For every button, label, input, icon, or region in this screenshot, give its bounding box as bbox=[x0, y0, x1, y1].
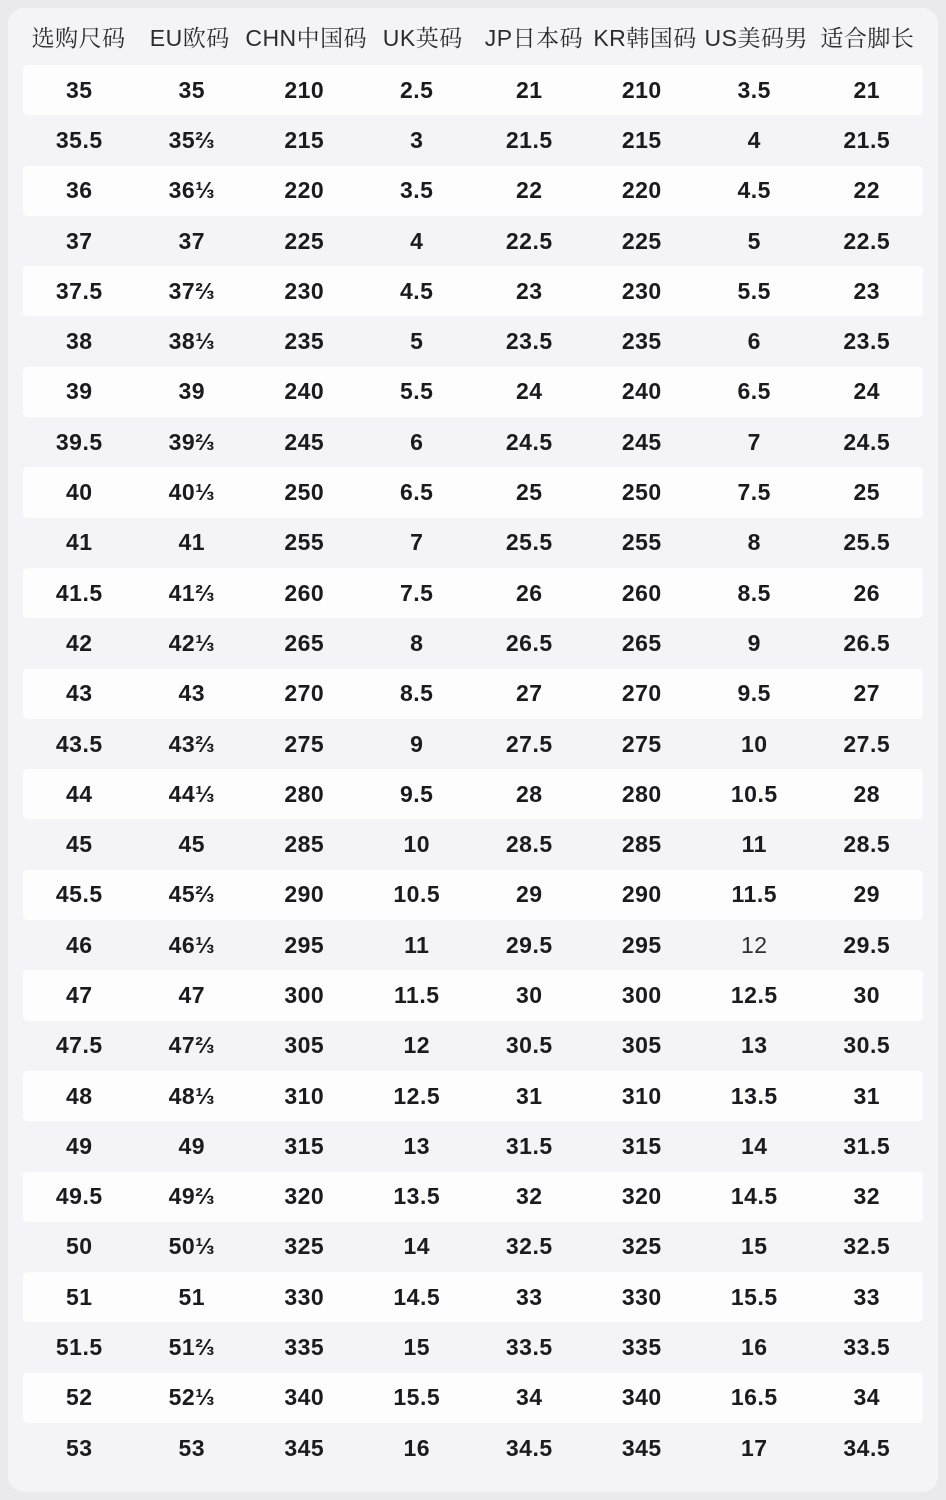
table-row bbox=[23, 1071, 923, 1121]
table-cell: 25 bbox=[853, 479, 881, 506]
table-cell: 5.5 bbox=[400, 378, 434, 405]
table-cell: 10 bbox=[740, 730, 768, 757]
table-cell: 10 bbox=[403, 831, 431, 858]
table-cell: 12.5 bbox=[393, 1082, 441, 1109]
table-cell: 34.5 bbox=[843, 1434, 891, 1461]
table-cell: 35.5 bbox=[55, 126, 103, 153]
table-row bbox=[23, 1021, 923, 1071]
table-cell: 335 bbox=[284, 1334, 325, 1361]
table-cell: 250 bbox=[621, 479, 662, 506]
table-cell: 14 bbox=[740, 1132, 768, 1159]
table-cell: 42⅓ bbox=[168, 629, 215, 656]
table-row bbox=[23, 1172, 923, 1222]
table-cell: 32 bbox=[515, 1183, 543, 1210]
table-cell: 345 bbox=[284, 1434, 325, 1461]
table-cell: 215 bbox=[284, 126, 325, 153]
table-cell: 43⅔ bbox=[168, 730, 215, 757]
table-cell: 7.5 bbox=[400, 579, 434, 606]
table-cell: 11.5 bbox=[394, 981, 440, 1008]
table-cell: 22 bbox=[515, 177, 543, 204]
table-cell: 31 bbox=[515, 1082, 543, 1109]
table-cell: 245 bbox=[621, 428, 662, 455]
table-cell: 41 bbox=[65, 529, 93, 556]
table-cell: 51.5 bbox=[55, 1334, 103, 1361]
table-row bbox=[23, 467, 923, 517]
table-cell: 30 bbox=[853, 981, 881, 1008]
table-cell: 49 bbox=[65, 1132, 93, 1159]
table-cell: 23.5 bbox=[843, 328, 891, 355]
table-cell: 42 bbox=[65, 629, 93, 656]
table-cell: 10.5 bbox=[393, 881, 441, 908]
table-cell: 33 bbox=[515, 1283, 543, 1310]
table-row bbox=[23, 417, 923, 467]
table-cell: 21 bbox=[515, 76, 543, 103]
table-row bbox=[23, 65, 923, 115]
table-cell: 24 bbox=[515, 378, 543, 405]
table-cell: 14.5 bbox=[393, 1283, 441, 1310]
table-cell: 50 bbox=[65, 1233, 93, 1260]
table-cell: 37.5 bbox=[55, 277, 103, 304]
table-cell: 33 bbox=[853, 1283, 881, 1310]
table-cell: 6.5 bbox=[737, 378, 771, 405]
table-cell: 44⅓ bbox=[168, 780, 215, 807]
table-cell: 335 bbox=[621, 1334, 662, 1361]
table-row bbox=[23, 1423, 923, 1473]
table-cell: 51 bbox=[65, 1283, 93, 1310]
table-cell: 39 bbox=[65, 378, 93, 405]
table-cell: 295 bbox=[621, 931, 662, 958]
table-cell: 24 bbox=[853, 378, 881, 405]
table-row bbox=[23, 316, 923, 366]
table-cell: 25 bbox=[515, 479, 543, 506]
table-cell: 29.5 bbox=[505, 931, 553, 958]
table-cell: 4 bbox=[747, 126, 761, 153]
table-row bbox=[23, 669, 923, 719]
table-cell: 270 bbox=[284, 680, 325, 707]
table-row bbox=[23, 166, 923, 216]
table-cell: 23 bbox=[853, 277, 881, 304]
table-cell: 28.5 bbox=[843, 831, 891, 858]
table-cell: 37⅔ bbox=[168, 277, 215, 304]
table-cell: 210 bbox=[621, 76, 662, 103]
table-cell: 52 bbox=[65, 1384, 93, 1411]
table-cell: 2.5 bbox=[400, 76, 434, 103]
table-cell: 11 bbox=[404, 931, 430, 958]
table-row bbox=[23, 920, 923, 970]
table-cell: 51 bbox=[178, 1283, 206, 1310]
table-row bbox=[23, 1121, 923, 1171]
table-cell: 13 bbox=[740, 1032, 768, 1059]
table-cell: 38⅓ bbox=[168, 328, 215, 355]
table-cell: 49 bbox=[178, 1132, 206, 1159]
table-cell: 7.5 bbox=[737, 479, 771, 506]
table-cell: 33.5 bbox=[843, 1334, 891, 1361]
table-cell: 17 bbox=[740, 1434, 768, 1461]
table-cell: 46 bbox=[65, 931, 93, 958]
table-cell: 30 bbox=[515, 981, 543, 1008]
table-cell: 315 bbox=[284, 1132, 325, 1159]
table-cell: 5 bbox=[747, 227, 761, 254]
table-cell: 16 bbox=[403, 1434, 431, 1461]
table-cell: 47 bbox=[65, 981, 93, 1008]
table-cell: 29 bbox=[515, 881, 543, 908]
table-cell: 48⅓ bbox=[168, 1082, 215, 1109]
table-row bbox=[23, 568, 923, 618]
table-cell: 330 bbox=[621, 1283, 662, 1310]
table-cell: 43 bbox=[178, 680, 206, 707]
table-cell: 24.5 bbox=[843, 428, 891, 455]
table-cell: 9.5 bbox=[400, 780, 434, 807]
table-cell: 46⅓ bbox=[168, 931, 215, 958]
table-cell: 12 bbox=[403, 1032, 431, 1059]
table-cell: 255 bbox=[621, 529, 662, 556]
table-cell: 300 bbox=[621, 981, 662, 1008]
column-header: US美码男 bbox=[704, 25, 808, 51]
table-row bbox=[23, 216, 923, 266]
table-cell: 8.5 bbox=[400, 680, 434, 707]
table-row bbox=[23, 970, 923, 1020]
table-header-row bbox=[23, 8, 923, 65]
table-cell: 29 bbox=[853, 881, 881, 908]
table-cell: 5 bbox=[410, 328, 424, 355]
table-cell: 31.5 bbox=[843, 1132, 891, 1159]
table-cell: 340 bbox=[621, 1384, 662, 1411]
table-cell: 45⅔ bbox=[168, 881, 215, 908]
column-header: 适合脚长 bbox=[820, 25, 915, 51]
table-cell: 320 bbox=[284, 1183, 325, 1210]
table-cell: 13.5 bbox=[393, 1183, 441, 1210]
column-header: 选购尺码 bbox=[31, 25, 126, 51]
table-cell: 41 bbox=[178, 529, 206, 556]
table-cell: 3.5 bbox=[400, 177, 434, 204]
table-cell: 33.5 bbox=[505, 1334, 553, 1361]
table-cell: 41.5 bbox=[55, 579, 103, 606]
table-cell: 36 bbox=[65, 177, 93, 204]
table-cell: 330 bbox=[284, 1283, 325, 1310]
table-cell: 290 bbox=[284, 881, 325, 908]
table-cell: 285 bbox=[284, 831, 325, 858]
table-cell: 8 bbox=[747, 529, 761, 556]
table-cell: 47 bbox=[178, 981, 206, 1008]
table-cell: 13 bbox=[403, 1132, 431, 1159]
table-cell: 41⅔ bbox=[168, 579, 215, 606]
table-cell: 8.5 bbox=[737, 579, 771, 606]
column-header: UK英码 bbox=[382, 25, 463, 51]
table-cell: 28 bbox=[515, 780, 543, 807]
table-cell: 43 bbox=[65, 680, 93, 707]
table-row bbox=[23, 1272, 923, 1322]
table-row bbox=[23, 1373, 923, 1423]
table-cell: 15 bbox=[403, 1334, 431, 1361]
table-cell: 255 bbox=[284, 529, 325, 556]
table-cell: 275 bbox=[621, 730, 662, 757]
table-cell: 10.5 bbox=[730, 780, 778, 807]
table-cell: 310 bbox=[284, 1082, 325, 1109]
table-cell: 280 bbox=[284, 780, 325, 807]
table-cell: 27 bbox=[515, 680, 543, 707]
table-row bbox=[23, 870, 923, 920]
table-cell: 235 bbox=[284, 328, 325, 355]
table-cell: 34.5 bbox=[505, 1434, 553, 1461]
table-cell: 12 bbox=[740, 931, 768, 958]
table-body bbox=[23, 65, 923, 1473]
table-cell: 31 bbox=[853, 1082, 881, 1109]
table-cell: 40⅓ bbox=[168, 479, 215, 506]
table-cell: 51⅔ bbox=[168, 1334, 215, 1361]
table-cell: 320 bbox=[621, 1183, 662, 1210]
table-cell: 7 bbox=[410, 529, 424, 556]
table-cell: 230 bbox=[284, 277, 325, 304]
table-cell: 44 bbox=[65, 780, 93, 807]
table-cell: 8 bbox=[410, 629, 424, 656]
table-cell: 225 bbox=[621, 227, 662, 254]
table-cell: 275 bbox=[284, 730, 325, 757]
table-cell: 315 bbox=[621, 1132, 662, 1159]
table-cell: 28 bbox=[853, 780, 881, 807]
table-cell: 4 bbox=[410, 227, 424, 254]
table-cell: 22.5 bbox=[505, 227, 553, 254]
table-cell: 14.5 bbox=[730, 1183, 778, 1210]
table-cell: 305 bbox=[621, 1032, 662, 1059]
column-header: KR韩国码 bbox=[593, 25, 697, 51]
table-cell: 27.5 bbox=[843, 730, 891, 757]
table-cell: 325 bbox=[284, 1233, 325, 1260]
table-cell: 28.5 bbox=[505, 831, 553, 858]
table-cell: 9 bbox=[747, 629, 761, 656]
table-cell: 35⅔ bbox=[168, 126, 215, 153]
table-cell: 47.5 bbox=[55, 1032, 103, 1059]
column-header: EU欧码 bbox=[149, 25, 230, 51]
table-row bbox=[23, 1322, 923, 1372]
table-cell: 35 bbox=[178, 76, 206, 103]
table-cell: 310 bbox=[621, 1082, 662, 1109]
table-cell: 53 bbox=[65, 1434, 93, 1461]
table-cell: 6.5 bbox=[400, 479, 434, 506]
table-cell: 300 bbox=[284, 981, 325, 1008]
table-cell: 53 bbox=[178, 1434, 206, 1461]
table-cell: 12.5 bbox=[730, 981, 778, 1008]
table-cell: 24.5 bbox=[505, 428, 553, 455]
table-cell: 6 bbox=[410, 428, 424, 455]
table-cell: 235 bbox=[621, 328, 662, 355]
table-cell: 290 bbox=[621, 881, 662, 908]
table-cell: 245 bbox=[284, 428, 325, 455]
table-cell: 48 bbox=[65, 1082, 93, 1109]
table-cell: 49⅔ bbox=[168, 1183, 215, 1210]
table-cell: 32 bbox=[853, 1183, 881, 1210]
table-cell: 305 bbox=[284, 1032, 325, 1059]
size-chart-panel bbox=[8, 8, 938, 1492]
table-cell: 11 bbox=[741, 831, 767, 858]
table-cell: 220 bbox=[621, 177, 662, 204]
table-cell: 39 bbox=[178, 378, 206, 405]
table-cell: 7 bbox=[747, 428, 761, 455]
table-cell: 52⅓ bbox=[168, 1384, 215, 1411]
table-cell: 9.5 bbox=[737, 680, 771, 707]
table-cell: 345 bbox=[621, 1434, 662, 1461]
table-cell: 270 bbox=[621, 680, 662, 707]
table-row bbox=[23, 115, 923, 165]
table-row bbox=[23, 819, 923, 869]
table-cell: 9 bbox=[410, 730, 424, 757]
table-row bbox=[23, 518, 923, 568]
table-cell: 37 bbox=[178, 227, 206, 254]
table-cell: 45.5 bbox=[55, 881, 103, 908]
table-cell: 30.5 bbox=[843, 1032, 891, 1059]
table-cell: 5.5 bbox=[737, 277, 771, 304]
table-cell: 45 bbox=[178, 831, 206, 858]
table-cell: 29.5 bbox=[843, 931, 891, 958]
table-cell: 240 bbox=[621, 378, 662, 405]
table-cell: 26.5 bbox=[505, 629, 553, 656]
table-cell: 240 bbox=[284, 378, 325, 405]
table-cell: 31.5 bbox=[505, 1132, 553, 1159]
table-cell: 14 bbox=[403, 1233, 431, 1260]
table-cell: 6 bbox=[747, 328, 761, 355]
table-cell: 39.5 bbox=[55, 428, 103, 455]
table-row bbox=[23, 266, 923, 316]
table-cell: 35 bbox=[65, 76, 93, 103]
table-cell: 16.5 bbox=[730, 1384, 778, 1411]
table-cell: 49.5 bbox=[55, 1183, 103, 1210]
table-cell: 36⅓ bbox=[168, 177, 215, 204]
table-cell: 47⅔ bbox=[168, 1032, 215, 1059]
column-header: JP日本码 bbox=[484, 25, 584, 51]
table-cell: 210 bbox=[284, 76, 325, 103]
table-cell: 15.5 bbox=[730, 1283, 778, 1310]
table-cell: 225 bbox=[284, 227, 325, 254]
table-cell: 280 bbox=[621, 780, 662, 807]
table-cell: 3 bbox=[410, 126, 424, 153]
table-row bbox=[23, 769, 923, 819]
table-cell: 30.5 bbox=[505, 1032, 553, 1059]
table-cell: 215 bbox=[621, 126, 662, 153]
table-cell: 16 bbox=[740, 1334, 768, 1361]
table-cell: 21 bbox=[853, 76, 881, 103]
table-cell: 50⅓ bbox=[168, 1233, 215, 1260]
table-cell: 32.5 bbox=[505, 1233, 553, 1260]
table-cell: 34 bbox=[853, 1384, 881, 1411]
table-cell: 260 bbox=[284, 579, 325, 606]
table-cell: 45 bbox=[65, 831, 93, 858]
table-cell: 3.5 bbox=[737, 76, 771, 103]
table-cell: 250 bbox=[284, 479, 325, 506]
table-cell: 27 bbox=[853, 680, 881, 707]
table-cell: 26 bbox=[853, 579, 881, 606]
table-cell: 11.5 bbox=[731, 881, 777, 908]
table-cell: 325 bbox=[621, 1233, 662, 1260]
table-cell: 39⅔ bbox=[168, 428, 215, 455]
column-header: CHN中国码 bbox=[245, 25, 368, 51]
table-cell: 40 bbox=[65, 479, 93, 506]
table-cell: 25.5 bbox=[843, 529, 891, 556]
table-cell: 260 bbox=[621, 579, 662, 606]
table-cell: 27.5 bbox=[505, 730, 553, 757]
table-cell: 26.5 bbox=[843, 629, 891, 656]
table-cell: 22 bbox=[853, 177, 881, 204]
table-cell: 21.5 bbox=[843, 126, 891, 153]
table-row bbox=[23, 1222, 923, 1272]
table-cell: 295 bbox=[284, 931, 325, 958]
table-cell: 37 bbox=[65, 227, 93, 254]
table-cell: 43.5 bbox=[55, 730, 103, 757]
table-cell: 265 bbox=[621, 629, 662, 656]
table-cell: 220 bbox=[284, 177, 325, 204]
table-cell: 32.5 bbox=[843, 1233, 891, 1260]
table-cell: 34 bbox=[515, 1384, 543, 1411]
table-cell: 230 bbox=[621, 277, 662, 304]
table-row bbox=[23, 719, 923, 769]
table-row bbox=[23, 367, 923, 417]
table-cell: 23 bbox=[515, 277, 543, 304]
table-cell: 26 bbox=[515, 579, 543, 606]
table-row bbox=[23, 618, 923, 668]
table-cell: 22.5 bbox=[843, 227, 891, 254]
table-cell: 13.5 bbox=[730, 1082, 778, 1109]
table-cell: 265 bbox=[284, 629, 325, 656]
table-cell: 4.5 bbox=[737, 177, 771, 204]
table-cell: 15 bbox=[740, 1233, 768, 1260]
table-cell: 15.5 bbox=[393, 1384, 441, 1411]
table-cell: 25.5 bbox=[505, 529, 553, 556]
table-cell: 21.5 bbox=[505, 126, 553, 153]
table-cell: 340 bbox=[284, 1384, 325, 1411]
table-cell: 23.5 bbox=[505, 328, 553, 355]
table-cell: 4.5 bbox=[400, 277, 434, 304]
table-cell: 285 bbox=[621, 831, 662, 858]
table-cell: 38 bbox=[65, 328, 93, 355]
